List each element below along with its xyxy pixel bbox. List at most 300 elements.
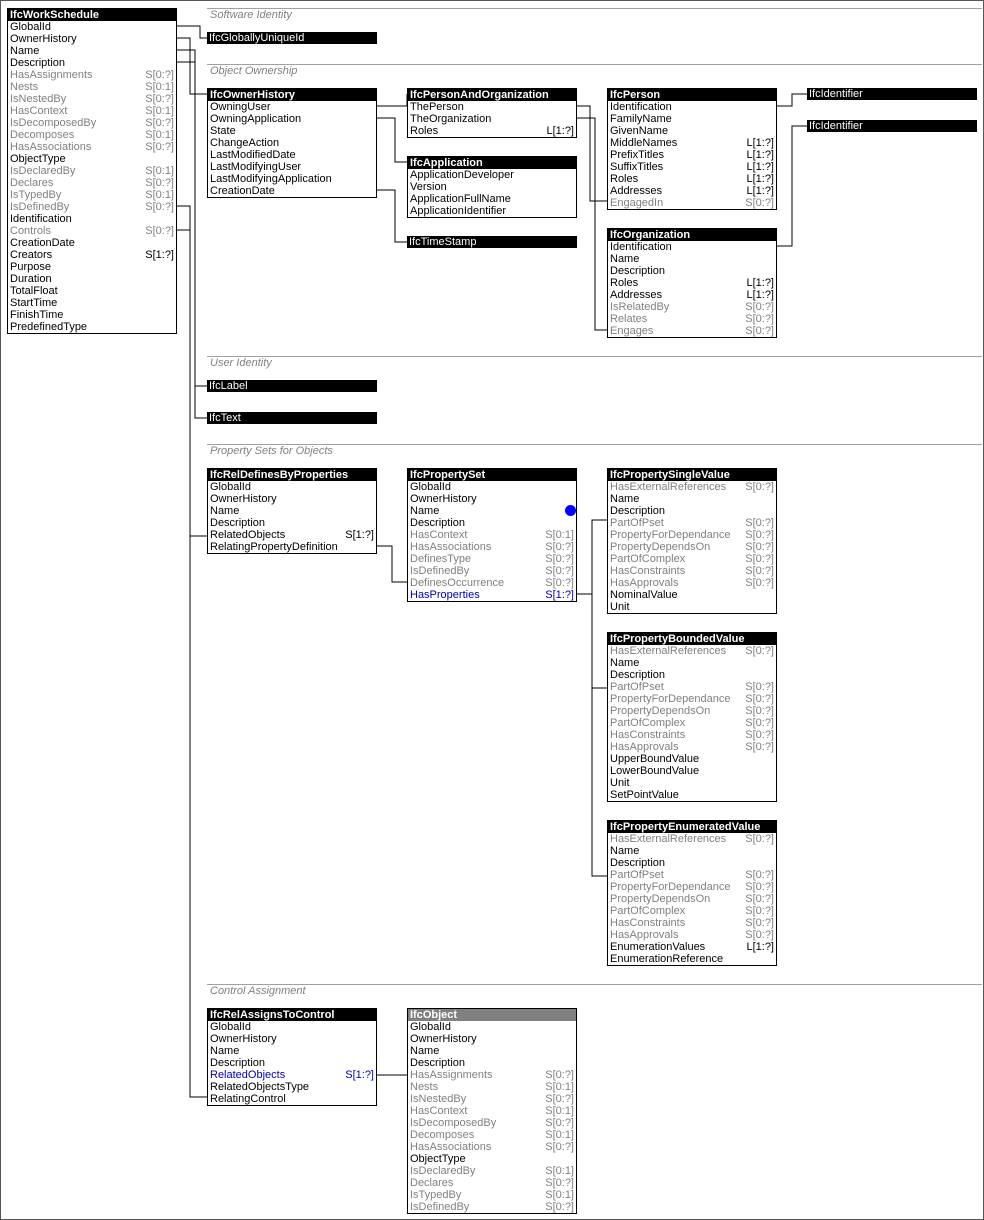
attribute-cardinality: S[0:?] bbox=[745, 929, 774, 941]
entity-box-ifcpropertyset[interactable] bbox=[407, 468, 577, 602]
attribute-cardinality: S[0:?] bbox=[745, 565, 774, 577]
attribute-has-approvals[interactable] bbox=[608, 741, 776, 753]
attribute-last-modifying-user[interactable] bbox=[208, 161, 376, 173]
attribute-description[interactable] bbox=[408, 517, 576, 529]
type-tag-ifcgloballyuniqueid[interactable]: IfcGloballyUniqueId bbox=[207, 32, 377, 44]
attribute-addresses[interactable] bbox=[608, 185, 776, 197]
attribute-creation-date[interactable] bbox=[8, 237, 176, 249]
attribute-name: Version bbox=[410, 181, 447, 193]
attribute-controls[interactable] bbox=[8, 225, 176, 237]
attribute-name: SetPointValue bbox=[610, 789, 679, 801]
attribute-description[interactable] bbox=[608, 505, 776, 517]
attribute-change-action[interactable] bbox=[208, 137, 376, 149]
attribute-is-defined-by[interactable] bbox=[408, 565, 576, 577]
attribute-description[interactable] bbox=[608, 669, 776, 681]
attribute-application-developer[interactable] bbox=[408, 169, 576, 181]
attribute-lower-bound-value[interactable] bbox=[608, 765, 776, 777]
attribute-owning-application[interactable] bbox=[208, 113, 376, 125]
attribute-name[interactable] bbox=[408, 1045, 576, 1057]
attribute-is-nested-by[interactable] bbox=[408, 1093, 576, 1105]
entity-box-ifcobject[interactable] bbox=[407, 1008, 577, 1214]
attribute-name: Name bbox=[210, 1045, 240, 1057]
section-label-software-identity: Software Identity bbox=[210, 9, 292, 21]
attribute-enumeration-values[interactable] bbox=[608, 941, 776, 953]
attribute-name: RelatedObjectsType bbox=[210, 1081, 310, 1093]
entity-title[interactable]: IfcPersonAndOrganization bbox=[408, 89, 576, 101]
attribute-cardinality: S[0:1] bbox=[145, 189, 174, 201]
type-tag-ifctimestamp[interactable]: IfcTimeStamp bbox=[407, 236, 577, 248]
attribute-name: EnumerationReference bbox=[610, 953, 724, 965]
connector-line bbox=[592, 594, 607, 876]
attribute-family-name[interactable] bbox=[608, 113, 776, 125]
attribute-enumeration-reference[interactable] bbox=[608, 953, 776, 965]
attribute-has-approvals[interactable] bbox=[608, 929, 776, 941]
attribute-defines-occurrence[interactable] bbox=[408, 577, 576, 589]
attribute-name: HasConstraints bbox=[610, 917, 686, 929]
attribute-total-float[interactable] bbox=[8, 285, 176, 297]
attribute-is-defined-by[interactable] bbox=[408, 1201, 576, 1213]
attribute-cardinality: S[1:?] bbox=[145, 249, 174, 261]
attribute-name: Engages bbox=[610, 325, 654, 337]
attribute-name: GlobalId bbox=[410, 1021, 451, 1033]
attribute-has-external-references[interactable] bbox=[608, 481, 776, 493]
attribute-relates[interactable] bbox=[608, 313, 776, 325]
entity-title[interactable]: IfcPropertySingleValue bbox=[608, 469, 776, 481]
attribute-name: HasContext bbox=[410, 1105, 468, 1117]
attribute-the-person[interactable] bbox=[408, 101, 576, 113]
attribute-cardinality: S[0:?] bbox=[745, 833, 774, 845]
attribute-name: LastModifiedDate bbox=[210, 149, 296, 161]
attribute-name[interactable] bbox=[608, 253, 776, 265]
attribute-name: Purpose bbox=[10, 261, 51, 273]
connector-line bbox=[377, 118, 407, 162]
attribute-cardinality: L[1:?] bbox=[546, 125, 574, 137]
attribute-cardinality: S[0:1] bbox=[545, 1165, 574, 1177]
attribute-part-of-complex[interactable] bbox=[608, 905, 776, 917]
attribute-name: Description bbox=[410, 1057, 466, 1069]
attribute-name: HasConstraints bbox=[610, 729, 686, 741]
attribute-owner-history[interactable] bbox=[208, 493, 376, 505]
attribute-name: IsDefinedBy bbox=[410, 565, 470, 577]
connector-line bbox=[777, 126, 807, 246]
attribute-last-modifying-application[interactable] bbox=[208, 173, 376, 185]
attribute-property-for-dependance[interactable] bbox=[608, 529, 776, 541]
attribute-unit[interactable] bbox=[608, 601, 776, 613]
attribute-cardinality: S[0:?] bbox=[745, 529, 774, 541]
attribute-version[interactable] bbox=[408, 181, 576, 193]
type-tag-ifcidentifier[interactable]: IfcIdentifier bbox=[807, 88, 977, 100]
entity-box-ifcpersonandorganization[interactable] bbox=[407, 88, 577, 138]
attribute-name[interactable] bbox=[208, 505, 376, 517]
attribute-cardinality: S[0:?] bbox=[545, 1201, 574, 1213]
attribute-name[interactable] bbox=[8, 45, 176, 57]
attribute-has-constraints[interactable] bbox=[608, 565, 776, 577]
attribute-name: PropertyDependsOn bbox=[610, 541, 711, 553]
attribute-has-approvals[interactable] bbox=[608, 577, 776, 589]
attribute-name: HasExternalReferences bbox=[610, 645, 727, 657]
entity-box-ifcreldefinesbyproperties[interactable] bbox=[207, 468, 377, 554]
attribute-has-associations[interactable] bbox=[408, 1141, 576, 1153]
attribute-name: Description bbox=[10, 57, 66, 69]
attribute-name[interactable] bbox=[608, 657, 776, 669]
attribute-cardinality: S[0:?] bbox=[545, 1141, 574, 1153]
attribute-is-decomposed-by[interactable] bbox=[8, 117, 176, 129]
attribute-creation-date[interactable] bbox=[208, 185, 376, 197]
attribute-application-full-name[interactable] bbox=[408, 193, 576, 205]
attribute-cardinality: S[0:?] bbox=[745, 693, 774, 705]
attribute-is-typed-by[interactable] bbox=[408, 1189, 576, 1201]
attribute-cardinality: S[0:?] bbox=[745, 717, 774, 729]
attribute-name: Identification bbox=[610, 241, 672, 253]
attribute-cardinality: S[0:?] bbox=[745, 705, 774, 717]
attribute-name: IsDefinedBy bbox=[410, 1201, 470, 1213]
attribute-engages[interactable] bbox=[608, 325, 776, 337]
attribute-owner-history[interactable] bbox=[408, 493, 576, 505]
attribute-name: HasContext bbox=[410, 529, 468, 541]
attribute-name: RelatedObjects bbox=[210, 529, 286, 541]
attribute-nests[interactable] bbox=[408, 1081, 576, 1093]
attribute-name: Name bbox=[610, 253, 640, 265]
attribute-defines-type[interactable] bbox=[408, 553, 576, 565]
attribute-cardinality: S[0:?] bbox=[145, 93, 174, 105]
attribute-has-associations[interactable] bbox=[408, 541, 576, 553]
attribute-name: NominalValue bbox=[610, 589, 678, 601]
attribute-cardinality: S[0:?] bbox=[145, 117, 174, 129]
attribute-name: Name bbox=[10, 45, 40, 57]
attribute-name: Name bbox=[410, 505, 440, 517]
attribute-identification[interactable] bbox=[608, 101, 776, 113]
attribute-is-nested-by[interactable] bbox=[8, 93, 176, 105]
selection-dot-icon[interactable] bbox=[565, 505, 576, 516]
attribute-decomposes[interactable] bbox=[408, 1129, 576, 1141]
attribute-name: Name bbox=[610, 657, 640, 669]
attribute-name: PropertyDependsOn bbox=[610, 705, 711, 717]
attribute-relating-property-definition[interactable] bbox=[208, 541, 376, 553]
entity-title[interactable]: IfcPropertyEnumeratedValue bbox=[608, 821, 776, 833]
attribute-cardinality: L[1:?] bbox=[746, 289, 774, 301]
attribute-is-typed-by[interactable] bbox=[8, 189, 176, 201]
attribute-name: CreationDate bbox=[210, 185, 275, 197]
attribute-name: PredefinedType bbox=[10, 321, 88, 333]
attribute-cardinality: S[0:?] bbox=[545, 1177, 574, 1189]
attribute-cardinality: S[0:?] bbox=[745, 577, 774, 589]
attribute-name: PropertyForDependance bbox=[610, 881, 731, 893]
attribute-cardinality: L[1:?] bbox=[746, 941, 774, 953]
attribute-has-constraints[interactable] bbox=[608, 729, 776, 741]
attribute-owning-user[interactable] bbox=[208, 101, 376, 113]
attribute-given-name[interactable] bbox=[608, 125, 776, 137]
attribute-name: IsTypedBy bbox=[410, 1189, 462, 1201]
type-tag-ifcidentifier[interactable]: IfcIdentifier bbox=[807, 120, 977, 132]
attribute-name[interactable] bbox=[208, 1045, 376, 1057]
attribute-declares[interactable] bbox=[8, 177, 176, 189]
entity-title[interactable]: IfcPerson bbox=[608, 89, 776, 101]
attribute-name: ChangeAction bbox=[210, 137, 280, 149]
attribute-cardinality: S[0:?] bbox=[745, 541, 774, 553]
attribute-name: IsTypedBy bbox=[10, 189, 62, 201]
attribute-is-declared-by[interactable] bbox=[8, 165, 176, 177]
attribute-global-id[interactable] bbox=[208, 481, 376, 493]
attribute-state[interactable] bbox=[208, 125, 376, 137]
attribute-global-id[interactable] bbox=[8, 21, 176, 33]
attribute-cardinality: S[0:?] bbox=[745, 681, 774, 693]
attribute-name: HasApprovals bbox=[610, 741, 679, 753]
attribute-cardinality: S[0:?] bbox=[745, 517, 774, 529]
attribute-cardinality: L[1:?] bbox=[746, 277, 774, 289]
connector-line bbox=[177, 206, 207, 1097]
section-divider bbox=[207, 984, 982, 985]
entity-title[interactable]: IfcPropertySet bbox=[408, 469, 576, 481]
attribute-name: IsDefinedBy bbox=[10, 201, 70, 213]
attribute-description[interactable] bbox=[608, 857, 776, 869]
attribute-has-context[interactable] bbox=[8, 105, 176, 117]
attribute-name: ObjectType bbox=[10, 153, 66, 165]
attribute-name: IsDeclaredBy bbox=[410, 1165, 476, 1177]
attribute-related-objects[interactable] bbox=[208, 1069, 376, 1081]
entity-box-ifcperson[interactable] bbox=[607, 88, 777, 210]
attribute-has-external-references[interactable] bbox=[608, 833, 776, 845]
attribute-declares[interactable] bbox=[408, 1177, 576, 1189]
attribute-has-context[interactable] bbox=[408, 529, 576, 541]
attribute-cardinality: S[1:?] bbox=[345, 529, 374, 541]
attribute-addresses[interactable] bbox=[608, 289, 776, 301]
connector-line bbox=[177, 38, 207, 94]
attribute-name[interactable] bbox=[608, 493, 776, 505]
attribute-name: Declares bbox=[10, 177, 54, 189]
attribute-cardinality: S[0:1] bbox=[145, 81, 174, 93]
attribute-name: EngagedIn bbox=[610, 197, 664, 209]
entity-box-ifcpropertyenumeratedvalue[interactable] bbox=[607, 820, 777, 966]
attribute-description[interactable] bbox=[208, 1057, 376, 1069]
entity-box-ifcpropertysinglevalue[interactable] bbox=[607, 468, 777, 614]
connector-line bbox=[377, 190, 407, 242]
connector-line bbox=[377, 546, 407, 582]
attribute-name: FinishTime bbox=[10, 309, 64, 321]
attribute-engaged-in[interactable] bbox=[608, 197, 776, 209]
attribute-has-external-references[interactable] bbox=[608, 645, 776, 657]
entity-title[interactable]: IfcRelAssignsToControl bbox=[208, 1009, 376, 1021]
attribute-nests[interactable] bbox=[8, 81, 176, 93]
attribute-global-id[interactable] bbox=[408, 481, 576, 493]
attribute-start-time[interactable] bbox=[8, 297, 176, 309]
attribute-cardinality: S[0:?] bbox=[145, 69, 174, 81]
attribute-name: HasApprovals bbox=[610, 577, 679, 589]
attribute-is-related-by[interactable] bbox=[608, 301, 776, 313]
attribute-relating-control[interactable] bbox=[208, 1093, 376, 1105]
attribute-property-depends-on[interactable] bbox=[608, 705, 776, 717]
attribute-has-properties[interactable] bbox=[408, 589, 576, 601]
attribute-name: HasAssociations bbox=[10, 141, 92, 153]
entity-title[interactable]: IfcPropertyBoundedValue bbox=[608, 633, 776, 645]
attribute-middle-names[interactable] bbox=[608, 137, 776, 149]
type-tag-ifctext[interactable]: IfcText bbox=[207, 412, 377, 424]
attribute-has-context[interactable] bbox=[408, 1105, 576, 1117]
attribute-roles[interactable] bbox=[608, 277, 776, 289]
attribute-is-decomposed-by[interactable] bbox=[408, 1117, 576, 1129]
attribute-set-point-value[interactable] bbox=[608, 789, 776, 801]
attribute-has-assignments[interactable] bbox=[8, 69, 176, 81]
entity-box-ifcworkschedule[interactable] bbox=[7, 8, 177, 334]
attribute-name: IsRelatedBy bbox=[610, 301, 670, 313]
attribute-object-type[interactable] bbox=[408, 1153, 576, 1165]
connector-line bbox=[577, 520, 607, 594]
type-tag-ifclabel[interactable]: IfcLabel bbox=[207, 380, 377, 392]
attribute-unit[interactable] bbox=[608, 777, 776, 789]
attribute-name: PartOfPset bbox=[610, 681, 664, 693]
entity-title[interactable]: IfcApplication bbox=[408, 157, 576, 169]
attribute-identification[interactable] bbox=[608, 241, 776, 253]
attribute-duration[interactable] bbox=[8, 273, 176, 285]
attribute-global-id[interactable] bbox=[208, 1021, 376, 1033]
attribute-part-of-complex[interactable] bbox=[608, 717, 776, 729]
attribute-cardinality: S[0:1] bbox=[545, 529, 574, 541]
attribute-name: State bbox=[210, 125, 236, 137]
attribute-description[interactable] bbox=[208, 517, 376, 529]
attribute-name: IsDecomposedBy bbox=[10, 117, 97, 129]
attribute-part-of-complex[interactable] bbox=[608, 553, 776, 565]
section-label-control-assignment: Control Assignment bbox=[210, 985, 306, 997]
attribute-cardinality: S[0:?] bbox=[545, 541, 574, 553]
attribute-nominal-value[interactable] bbox=[608, 589, 776, 601]
attribute-name: Creators bbox=[10, 249, 53, 261]
connector-line bbox=[177, 26, 207, 38]
entity-title[interactable]: IfcOrganization bbox=[608, 229, 776, 241]
attribute-predefined-type[interactable] bbox=[8, 321, 176, 333]
attribute-name: DefinesType bbox=[410, 553, 472, 565]
entity-title[interactable]: IfcObject bbox=[408, 1009, 576, 1021]
attribute-has-constraints[interactable] bbox=[608, 917, 776, 929]
attribute-description[interactable] bbox=[8, 57, 176, 69]
attribute-name: IsNestedBy bbox=[410, 1093, 467, 1105]
attribute-finish-time[interactable] bbox=[8, 309, 176, 321]
attribute-cardinality: S[0:?] bbox=[745, 301, 774, 313]
attribute-cardinality: S[0:?] bbox=[745, 645, 774, 657]
attribute-name: OwnerHistory bbox=[210, 493, 277, 505]
attribute-name: Duration bbox=[10, 273, 52, 285]
attribute-upper-bound-value[interactable] bbox=[608, 753, 776, 765]
connector-line bbox=[777, 94, 807, 106]
attribute-name: PartOfComplex bbox=[610, 717, 686, 729]
attribute-cardinality: S[0:?] bbox=[545, 1117, 574, 1129]
attribute-cardinality: S[0:?] bbox=[745, 729, 774, 741]
attribute-identification[interactable] bbox=[8, 213, 176, 225]
attribute-name: Unit bbox=[610, 777, 630, 789]
attribute-name: ApplicationIdentifier bbox=[410, 205, 507, 217]
entity-box-ifcpropertyboundedvalue[interactable] bbox=[607, 632, 777, 802]
attribute-name: HasConstraints bbox=[610, 565, 686, 577]
attribute-cardinality: S[0:1] bbox=[145, 165, 174, 177]
attribute-name: HasAssociations bbox=[410, 1141, 492, 1153]
entity-box-ifcorganization[interactable] bbox=[607, 228, 777, 338]
attribute-has-assignments[interactable] bbox=[408, 1069, 576, 1081]
attribute-property-depends-on[interactable] bbox=[608, 893, 776, 905]
attribute-name: Description bbox=[610, 265, 666, 277]
connector-line bbox=[177, 50, 207, 386]
attribute-roles[interactable] bbox=[608, 173, 776, 185]
attribute-name[interactable] bbox=[608, 845, 776, 857]
entity-box-ifcrelassignstocontrol[interactable] bbox=[207, 1008, 377, 1106]
attribute-global-id[interactable] bbox=[408, 1021, 576, 1033]
attribute-has-associations[interactable] bbox=[8, 141, 176, 153]
attribute-decomposes[interactable] bbox=[8, 129, 176, 141]
attribute-name: PrefixTitles bbox=[610, 149, 664, 161]
attribute-name: GlobalId bbox=[210, 481, 251, 493]
attribute-name: DefinesOccurrence bbox=[410, 577, 505, 589]
attribute-name: GlobalId bbox=[10, 21, 51, 33]
attribute-property-depends-on[interactable] bbox=[608, 541, 776, 553]
attribute-creators[interactable] bbox=[8, 249, 176, 261]
attribute-name: RelatingPropertyDefinition bbox=[210, 541, 338, 553]
attribute-name[interactable] bbox=[408, 505, 576, 517]
attribute-related-objects[interactable] bbox=[208, 529, 376, 541]
section-label-user-identity: User Identity bbox=[210, 357, 272, 369]
attribute-is-declared-by[interactable] bbox=[408, 1165, 576, 1177]
attribute-name: Roles bbox=[410, 125, 439, 137]
entity-title[interactable]: IfcWorkSchedule bbox=[8, 9, 176, 21]
attribute-name: Relates bbox=[610, 313, 648, 325]
attribute-name: CreationDate bbox=[10, 237, 75, 249]
attribute-name: Nests bbox=[10, 81, 39, 93]
attribute-the-organization[interactable] bbox=[408, 113, 576, 125]
attribute-name: Unit bbox=[610, 601, 630, 613]
attribute-purpose[interactable] bbox=[8, 261, 176, 273]
attribute-cardinality: S[0:?] bbox=[745, 325, 774, 337]
entity-title[interactable]: IfcOwnerHistory bbox=[208, 89, 376, 101]
entity-box-ifcownerhistory[interactable] bbox=[207, 88, 377, 198]
attribute-cardinality: S[0:?] bbox=[545, 1069, 574, 1081]
attribute-cardinality: S[0:?] bbox=[545, 565, 574, 577]
attribute-name: Controls bbox=[10, 225, 51, 237]
connector-line bbox=[577, 106, 607, 201]
attribute-cardinality: S[0:1] bbox=[145, 129, 174, 141]
attribute-description[interactable] bbox=[408, 1057, 576, 1069]
attribute-last-modified-date[interactable] bbox=[208, 149, 376, 161]
entity-title[interactable]: IfcRelDefinesByProperties bbox=[208, 469, 376, 481]
attribute-cardinality: L[1:?] bbox=[746, 149, 774, 161]
attribute-property-for-dependance[interactable] bbox=[608, 693, 776, 705]
attribute-name: PropertyDependsOn bbox=[610, 893, 711, 905]
attribute-related-objects-type[interactable] bbox=[208, 1081, 376, 1093]
attribute-prefix-titles[interactable] bbox=[608, 149, 776, 161]
attribute-part-of-pset[interactable] bbox=[608, 869, 776, 881]
attribute-name: OwningApplication bbox=[210, 113, 302, 125]
attribute-suffix-titles[interactable] bbox=[608, 161, 776, 173]
attribute-name: ThePerson bbox=[410, 101, 464, 113]
attribute-property-for-dependance[interactable] bbox=[608, 881, 776, 893]
attribute-owner-history[interactable] bbox=[208, 1033, 376, 1045]
attribute-is-defined-by[interactable] bbox=[8, 201, 176, 213]
attribute-part-of-pset[interactable] bbox=[608, 517, 776, 529]
attribute-name: Name bbox=[610, 493, 640, 505]
attribute-cardinality: S[0:1] bbox=[545, 1189, 574, 1201]
attribute-part-of-pset[interactable] bbox=[608, 681, 776, 693]
entity-box-ifcapplication[interactable] bbox=[407, 156, 577, 218]
attribute-name: SuffixTitles bbox=[610, 161, 664, 173]
attribute-name: GivenName bbox=[610, 125, 669, 137]
attribute-object-type[interactable] bbox=[8, 153, 176, 165]
attribute-name: OwningUser bbox=[210, 101, 271, 113]
attribute-name: LastModifyingUser bbox=[210, 161, 302, 173]
attribute-owner-history[interactable] bbox=[8, 33, 176, 45]
attribute-roles[interactable] bbox=[408, 125, 576, 137]
attribute-description[interactable] bbox=[608, 265, 776, 277]
attribute-name: IsNestedBy bbox=[10, 93, 67, 105]
attribute-name: Decomposes bbox=[10, 129, 75, 141]
attribute-name: StartTime bbox=[10, 297, 58, 309]
attribute-name: GlobalId bbox=[410, 481, 451, 493]
attribute-owner-history[interactable] bbox=[408, 1033, 576, 1045]
attribute-application-identifier[interactable] bbox=[408, 205, 576, 217]
